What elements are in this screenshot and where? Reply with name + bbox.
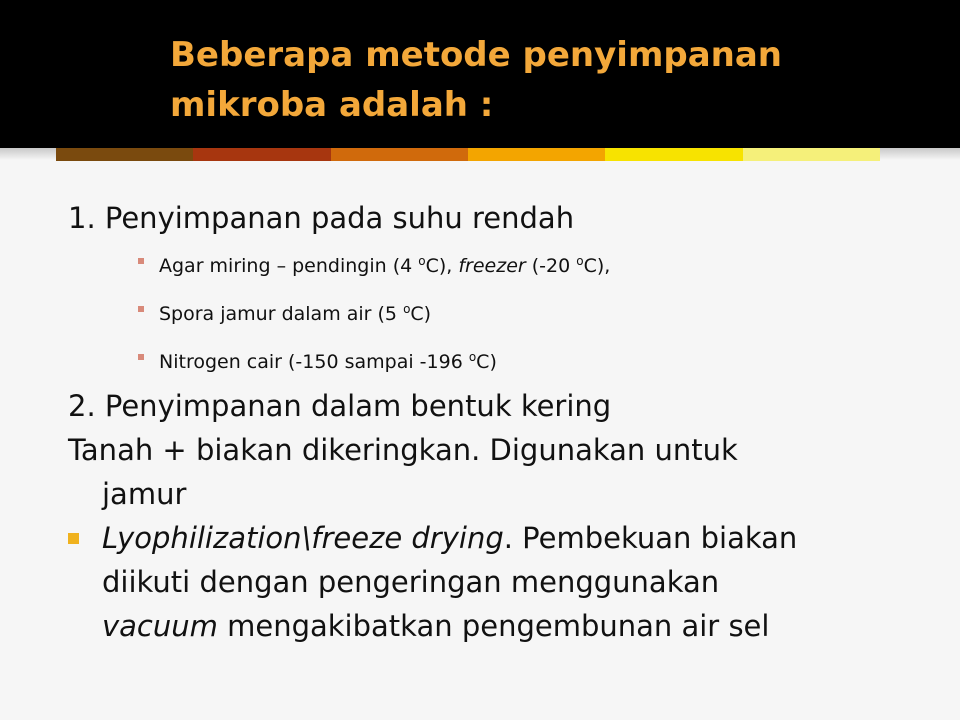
title-line-1: Beberapa metode penyimpanan bbox=[170, 35, 783, 75]
superscript: o bbox=[468, 350, 477, 364]
paragraph-text: . Pembekuan biakan bbox=[503, 521, 798, 555]
lyophilization-paragraph bbox=[68, 516, 928, 648]
list-item bbox=[68, 240, 928, 288]
paragraph-text: diikuti dengan pengeringan menggunakan bbox=[102, 565, 720, 599]
title-line-2: mikroba adalah : bbox=[170, 85, 494, 125]
accent-segment bbox=[193, 148, 330, 161]
title-band bbox=[0, 0, 960, 148]
square-bullet-icon bbox=[138, 258, 144, 264]
slide-body bbox=[68, 196, 928, 648]
accent-segment bbox=[468, 148, 605, 161]
square-bullet-icon bbox=[68, 533, 79, 544]
item-text: Agar miring – pendingin (4 bbox=[159, 255, 419, 277]
section-2-line-b: jamur bbox=[102, 477, 187, 511]
section-2-heading: 2. Penyimpanan dalam bentuk kering bbox=[68, 389, 612, 423]
list-item bbox=[68, 288, 928, 336]
item-text: C) bbox=[410, 303, 432, 325]
superscript: o bbox=[403, 302, 411, 316]
paragraph-text: mengakibatkan pengembunan air sel bbox=[217, 609, 770, 643]
accent-segment bbox=[56, 148, 193, 161]
superscript: o bbox=[418, 254, 426, 268]
item-text: C), bbox=[425, 255, 459, 277]
accent-segment bbox=[331, 148, 468, 161]
superscript: o bbox=[576, 254, 584, 268]
section-2-line-a: Tanah + biakan dikeringkan. Digunakan untuk bbox=[68, 433, 738, 467]
item-text: C), bbox=[583, 255, 611, 277]
item-italic: freezer bbox=[458, 255, 526, 277]
accent-segment bbox=[605, 148, 742, 161]
italic-term: vacuum bbox=[102, 609, 218, 643]
accent-segment bbox=[743, 148, 880, 161]
list-item bbox=[68, 336, 928, 384]
square-bullet-icon bbox=[138, 354, 144, 360]
item-text: Spora jamur dalam air (5 bbox=[159, 303, 404, 325]
item-text: Nitrogen cair (-150 sampai -196 bbox=[159, 351, 469, 373]
item-text: (-20 bbox=[525, 255, 577, 277]
square-bullet-icon bbox=[138, 306, 144, 312]
item-text: C) bbox=[476, 351, 497, 373]
section-1-list bbox=[68, 240, 928, 384]
italic-term: Lyophilization\freeze drying bbox=[102, 521, 504, 555]
slide-title bbox=[170, 30, 930, 130]
section-1-heading: 1. Penyimpanan pada suhu rendah bbox=[68, 201, 575, 235]
accent-color-bar bbox=[56, 148, 880, 161]
